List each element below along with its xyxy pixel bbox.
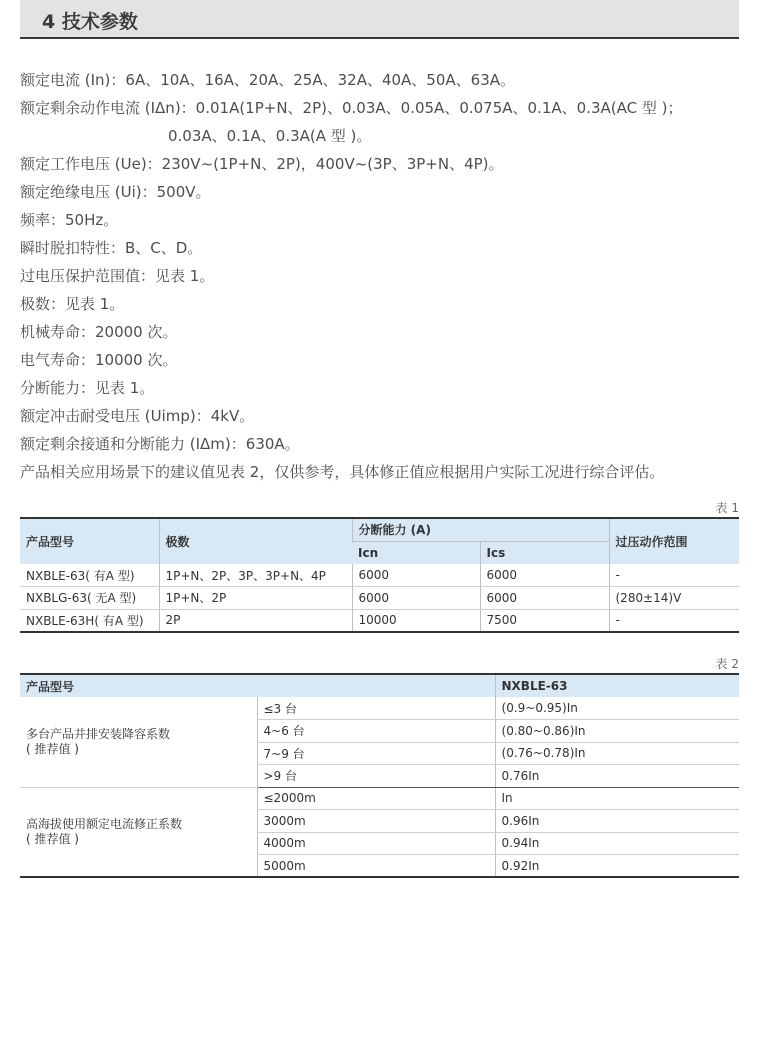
table-cell: 2P [159,609,352,632]
table-row [20,787,739,810]
table-row [20,697,739,720]
section-title: 4 技术参数 [42,11,138,33]
group-note: ( 推荐值 ) [26,741,79,756]
table-cell: In [495,787,739,810]
param-insulation-voltage: 额定绝缘电压 (Ui)：500V。 [20,183,211,201]
table2-header-model: 产品型号 [20,674,495,697]
table2-header-row [20,674,739,697]
parameter-list [20,66,750,486]
table-cell: ≤3 台 [257,697,495,720]
table1-header-poles: 极数 [159,518,352,564]
table-cell: NXBLG-63( 无A 型) [20,587,159,610]
table-cell: - [609,609,739,632]
table-cell: NXBLE-63H( 有A 型) [26,613,144,628]
table-cell: - [609,564,739,587]
table-row [20,587,739,610]
param-frequency: 频率：50Hz。 [20,211,119,229]
table2-group-derating [20,697,257,787]
group-name: 多台产品并排安装降容系数 [26,726,171,741]
table-cell: (0.80~0.86)In [495,720,739,743]
section-header [20,0,739,39]
table-cell: 5000m [257,855,495,878]
table-cell: (280±14)V [609,587,739,610]
table1-label: 表 1 [715,501,739,515]
table1-header-ics: Ics [480,541,609,564]
table-cell: 1P+N、2P、3P、3P+N、4P [159,564,352,587]
group-name: 高海拔使用额定电流修正系数 [26,816,183,831]
table-cell: 7~9 台 [257,742,495,765]
param-rated-voltage: 额定工作电压 (Ue)：230V~(1P+N、2P)，400V~(3P、3P+N、4P)。 [20,155,504,173]
param-residual-current: 额定剩余动作电流 (IΔn)：0.01A(1P+N、2P)、0.03A、0.05A、0.075A、0.1A、0.3A(AC 型 )； [20,99,683,117]
param-residual-current-cont: 0.03A、0.1A、0.3A(A 型 )。 [168,127,372,145]
table-row [20,564,739,587]
table-cell: 1P+N、2P [159,587,352,610]
table-cell: NXBLE-63( 有A 型) [20,564,159,587]
table-cell: ≤2000m [257,787,495,810]
table-cell: >9 台 [257,765,495,788]
table2-label: 表 2 [715,657,739,671]
param-residual-making: 额定剩余接通和分断能力 (IΔm)：630A。 [20,435,300,453]
table2-group-altitude [20,787,257,877]
table2-header-value: NXBLE-63 [495,674,739,697]
table1-header-overvoltage: 过压动作范围 [609,518,739,564]
param-electrical-life: 电气寿命：10000 次。 [20,351,178,369]
table-cell: 0.94In [495,832,739,855]
table-cell: 0.96In [495,810,739,833]
table-cell: 4000m [257,832,495,855]
param-mechanical-life: 机械寿命：20000 次。 [20,323,178,341]
param-recommendation-note: 产品相关应用场景下的建议值见表 2，仅供参考，具体修正值应根据用户实际工况进行综合评估。 [20,463,665,481]
table-cell: 7500 [480,609,609,632]
table1-header-icn: Icn [352,541,480,564]
table1-header-row [20,518,739,541]
table-cell: 0.92In [495,855,739,878]
table-cell: 0.76In [495,765,739,788]
table1-header-breaking: 分断能力 (A) [352,518,609,541]
table-cell: 6000 [352,564,480,587]
table-cell: (0.9~0.95)In [495,697,739,720]
table-cell: 3000m [257,810,495,833]
table1 [20,517,739,633]
param-poles: 极数：见表 1。 [20,295,125,313]
param-breaking-capacity: 分断能力：见表 1。 [20,379,155,397]
table-row [20,609,739,632]
param-rated-current: 额定电流 (In)：6A、10A、16A、20A、25A、32A、40A、50A、63A。 [20,71,515,89]
table-cell: 6000 [352,587,480,610]
table-cell: (0.76~0.78)In [495,742,739,765]
table-cell: 4~6 台 [257,720,495,743]
table-cell: 10000 [352,609,480,632]
param-trip-characteristic: 瞬时脱扣特性：B、C、D。 [20,239,203,257]
param-overvoltage-range: 过电压保护范围值：见表 1。 [20,267,215,285]
param-impulse-voltage: 额定冲击耐受电压 (Uimp)：4kV。 [20,407,255,425]
table-cell: 6000 [480,587,609,610]
table2 [20,673,739,878]
table1-header-model: 产品型号 [20,518,159,564]
group-note: ( 推荐值 ) [26,831,79,846]
table-cell: 6000 [480,564,609,587]
